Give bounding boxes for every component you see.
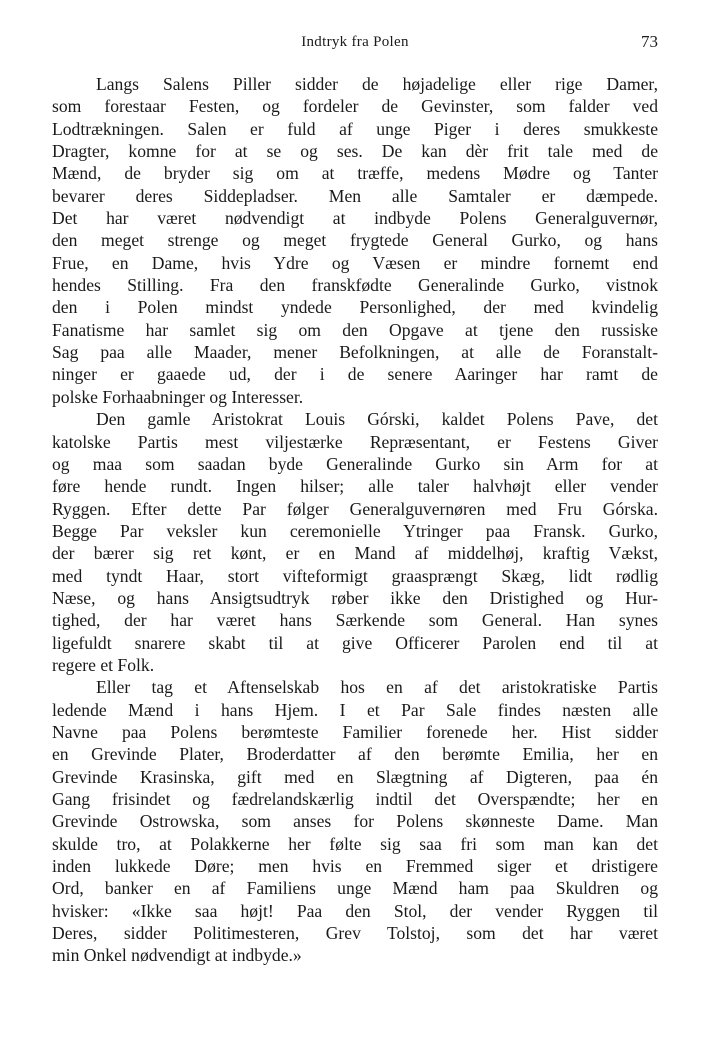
text-line: skulde tro, at Polakkerne her følte sig saa fri som man kan det: [52, 833, 658, 854]
text-line: Gang frisindet og fædrelandskærlig indtil det Overspændte; her en: [52, 789, 658, 809]
text-line: der bærer sig ret kønt, er en Mand af middelhøj, kraftig Vækst,: [52, 543, 658, 564]
text-line: polske Forhaabninger og Interesser.: [52, 386, 304, 407]
text-line: Lodtrækningen. Salen er fuld af unge Piger i deres smukkeste: [52, 118, 658, 139]
text-line: Det har været nødvendigt at indbyde Polens Generalguvernør,: [52, 208, 658, 229]
text-line: Grevinde Ostrowska, som anses for Polens skønneste Dame. Man: [52, 811, 658, 832]
text-line: Næse, og hans Ansigtsudtryk røber ikke den Dristighed og Hur-: [52, 587, 658, 608]
text-line: Grevinde Krasinska, gift med en Slægtning af Digteren, paa én: [52, 766, 658, 787]
page-number: 73: [641, 32, 658, 51]
text-line: Ord, banker en af Familiens unge Mænd ham paa Skuldren og: [52, 878, 658, 899]
page-header: [52, 34, 658, 58]
text-line: Langs Salens Piller sidder de højadelige eller rige Damer,: [96, 74, 658, 94]
text-line: med tyndt Haar, stort vifteformigt graasprængt Skæg, lidt rødlig: [52, 565, 658, 586]
text-line: katolske Partis mest viljestærke Repræsentant, er Festens Giver: [52, 431, 658, 452]
text-line: hendes Stilling. Fra den franskfødte Generalinde Gurko, vistnok: [52, 275, 658, 296]
text-line: Begge Par veksler kun ceremonielle Ytringer paa Fransk. Gurko,: [52, 520, 658, 541]
text-line: regere et Folk.: [52, 654, 155, 675]
text-line: en Grevinde Plater, Broderdatter af den berømte Emilia, her en: [52, 744, 658, 765]
text-line: Fanatisme har samlet sig om den Opgave at tjene den russiske: [52, 319, 658, 340]
text-line: Deres, sidder Politimesteren, Grev Tolstoj, som det har været: [52, 923, 658, 944]
text-line: Sag paa alle Maader, mener Befolkningen, at alle de Foranstalt-: [52, 342, 658, 363]
text-line: Dragter, komne for at se og ses. De kan dèr frit tale med de: [52, 141, 658, 162]
text-line: og maa som saadan byde Generalinde Gurko sin Arm for at: [52, 453, 658, 474]
text-line: som forestaar Festen, og fordeler de Gevinster, som falder ved: [52, 96, 658, 117]
text-line: Ryggen. Efter dette Par følger Generalguvernøren med Fru Górska.: [52, 498, 658, 519]
text-line: føre hende rundt. Ingen hilser; alle taler halvhøjt eller vender: [52, 476, 658, 497]
text-line: tighed, der har været hans Særkende som General. Han synes: [52, 610, 658, 631]
text-line: inden lukkede Døre; men hvis en Fremmed siger et dristigere: [52, 856, 658, 877]
text-line: Navne paa Polens berømteste Familier forenede her. Hist sidder: [52, 721, 658, 742]
text-line: hvisker: «Ikke saa højt! Paa den Stol, der vender Ryggen til: [52, 900, 658, 921]
text-line: bevarer deres Siddepladser. Men alle Samtaler er dæmpede.: [52, 185, 658, 206]
text-line: ninger er gaaede ud, der i de senere Aaringer har ramt de: [52, 364, 658, 385]
text-line: Den gamle Aristokrat Louis Górski, kaldet Polens Pave, det: [96, 409, 658, 430]
body-text: [52, 73, 658, 967]
text-line: ledende Mænd i hans Hjem. I et Par Sale findes næsten alle: [52, 699, 658, 720]
text-line: Frue, en Dame, hvis Ydre og Væsen er mindre fornemt end: [52, 252, 658, 273]
text-line: den i Polen mindst yndede Personlighed, der med kvindelig: [52, 297, 658, 318]
text-line: Eller tag et Aftenselskab hos en af det aristokratiske Partis: [96, 677, 658, 698]
text-line: ligefuldt snarere skabt til at give Officerer Parolen end til at: [52, 632, 658, 653]
text-line: Mænd, de bryder sig om at træffe, medens Mødre og Tanter: [52, 163, 658, 184]
running-title: Indtryk fra Polen: [301, 34, 409, 50]
text-line: den meget strenge og meget frygtede General Gurko, og hans: [52, 230, 658, 251]
text-line: min Onkel nødvendigt at indbyde.»: [52, 945, 302, 966]
